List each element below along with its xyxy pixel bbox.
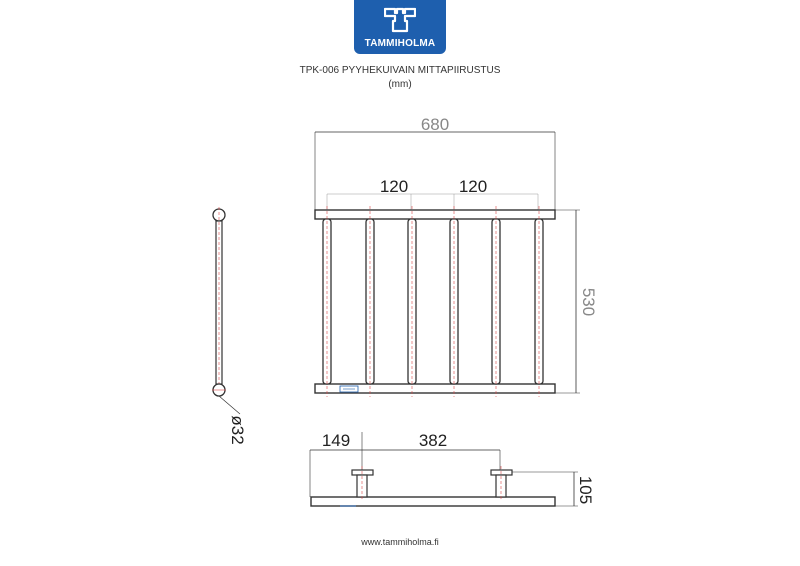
- side-view: [212, 207, 240, 414]
- dimension-depth-105: 105: [576, 475, 595, 505]
- website-link[interactable]: www.tammiholma.fi: [361, 537, 439, 547]
- front-view: [315, 132, 580, 397]
- unit-label: (mm): [388, 79, 412, 90]
- dimension-spacing-right-120: 120: [458, 177, 488, 196]
- left-bracket-flange: [352, 470, 373, 475]
- dimension-diameter-32: ø32: [228, 415, 247, 445]
- dimension-height-530: 530: [579, 287, 598, 317]
- top-rail: [315, 210, 555, 219]
- dimension-span-382: 382: [418, 431, 448, 450]
- right-bracket-flange: [491, 470, 512, 475]
- drawing-title: TPK-006 PYYHEKUIVAIN MITTAPIIRUSTUS: [299, 65, 501, 76]
- dimension-offset-149: 149: [321, 431, 351, 450]
- vertical-tubes: [323, 219, 543, 384]
- dimension-spacing-left-120: 120: [379, 177, 409, 196]
- base-plate: [311, 497, 555, 506]
- dimension-width-680: 680: [420, 115, 450, 134]
- brand-name: TAMMIHOLMA: [364, 38, 436, 49]
